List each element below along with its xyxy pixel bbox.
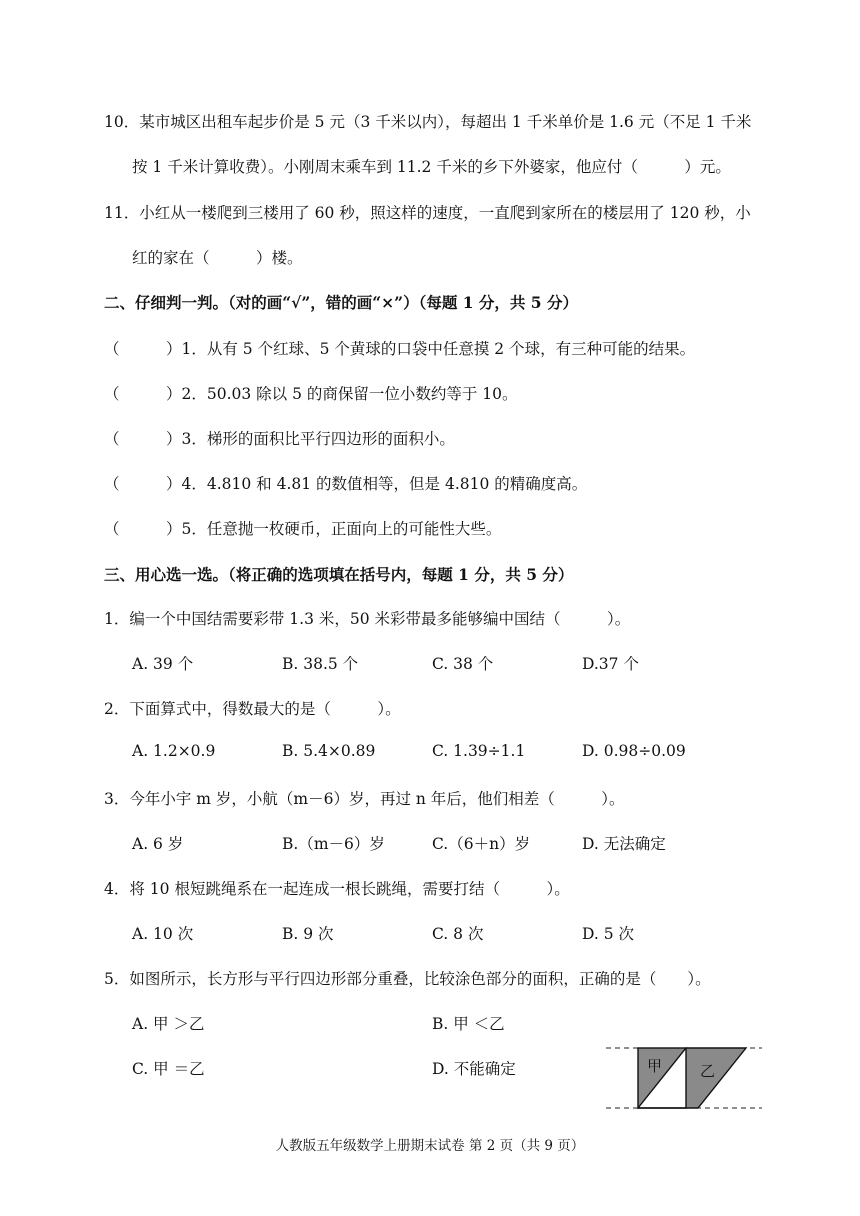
option-a: A. 6 岁 (132, 835, 184, 853)
option-b: B. 38.5 个 (282, 655, 359, 673)
option-b: B. 5.4×0.89 (282, 742, 376, 760)
option-b: B.（m－6）岁 (282, 835, 385, 853)
q11-line1: 11．小红从一楼爬到三楼用了 60 秒，照这样的速度，一直爬到家所在的楼层用了 120 秒，小 (104, 204, 751, 222)
option-d: D. 无法确定 (582, 835, 666, 853)
shaded-region-yi (686, 1048, 746, 1108)
section-3-title: 三、用心选一选。（将正确的选项填在括号内，每题 1 分，共 5 分） (104, 565, 574, 584)
choice-question-4: 4．将 10 根短跳绳系在一起连成一根长跳绳，需要打结（ ）。 (104, 880, 570, 898)
overlap-figure (606, 1038, 766, 1114)
judge-item: （ ）3．梯形的面积比平行四边形的面积小。 (104, 430, 455, 448)
option-b: B. 甲 ＜乙 (432, 1015, 505, 1033)
option-d: D. 0.98÷0.09 (582, 742, 686, 760)
option-c: C. 1.39÷1.1 (432, 742, 526, 760)
label-yi: 乙 (700, 1063, 716, 1080)
choice-question-1: 1．编一个中国结需要彩带 1.3 米，50 米彩带最多能够编中国结（ ）。 (104, 610, 631, 628)
choice-question-5: 5．如图所示，长方形与平行四边形部分重叠，比较涂色部分的面积，正确的是（ ）。 (104, 970, 711, 988)
option-c: C.（6＋n）岁 (432, 835, 531, 853)
q11-line2: 红的家在（ ）楼。 (132, 249, 303, 267)
option-d: D. 不能确定 (432, 1060, 516, 1078)
judge-item: （ ）5．任意抛一枚硬币，正面向上的可能性大些。 (104, 520, 502, 538)
q10-line2: 按 1 千米计算收费）。小刚周末乘车到 11.2 千米的乡下外婆家，他应付（ ）元。 (132, 158, 731, 176)
option-d: D. 5 次 (582, 925, 635, 943)
option-b: B. 9 次 (282, 925, 334, 943)
option-a: A. 甲 ＞乙 (132, 1015, 205, 1033)
option-c: C. 38 个 (432, 655, 494, 673)
option-a: A. 1.2×0.9 (132, 742, 216, 760)
option-a: A. 10 次 (132, 925, 194, 943)
judge-item: （ ）4．4.810 和 4.81 的数值相等，但是 4.810 的精确度高。 (104, 475, 588, 493)
section-2-title: 二、仔细判一判。（对的画“√”，错的画“×”）（每题 1 分，共 5 分） (104, 293, 578, 312)
judge-item: （ ）1．从有 5 个红球、5 个黄球的口袋中任意摸 2 个球，有三种可能的结果。 (104, 340, 696, 358)
q10-line1: 10．某市城区出租车起步价是 5 元（3 千米以内），每超出 1 千米单价是 1.6 元（不足 1 千米 (104, 113, 752, 131)
label-jia: 甲 (647, 1058, 663, 1075)
page-footer: 人教版五年级数学上册期末试卷 第 2 页（共 9 页） (275, 1138, 585, 1154)
option-c: C. 8 次 (432, 925, 484, 943)
option-d: D.37 个 (582, 655, 639, 673)
choice-question-3: 3．今年小宇 m 岁，小航（m－6）岁，再过 n 年后，他们相差（ ）。 (104, 790, 625, 808)
choice-question-2: 2．下面算式中，得数最大的是（ ）。 (104, 700, 401, 718)
option-a: A. 39 个 (132, 655, 194, 673)
option-c: C. 甲 ＝乙 (132, 1060, 205, 1078)
judge-item: （ ）2．50.03 除以 5 的商保留一位小数约等于 10。 (104, 385, 518, 403)
